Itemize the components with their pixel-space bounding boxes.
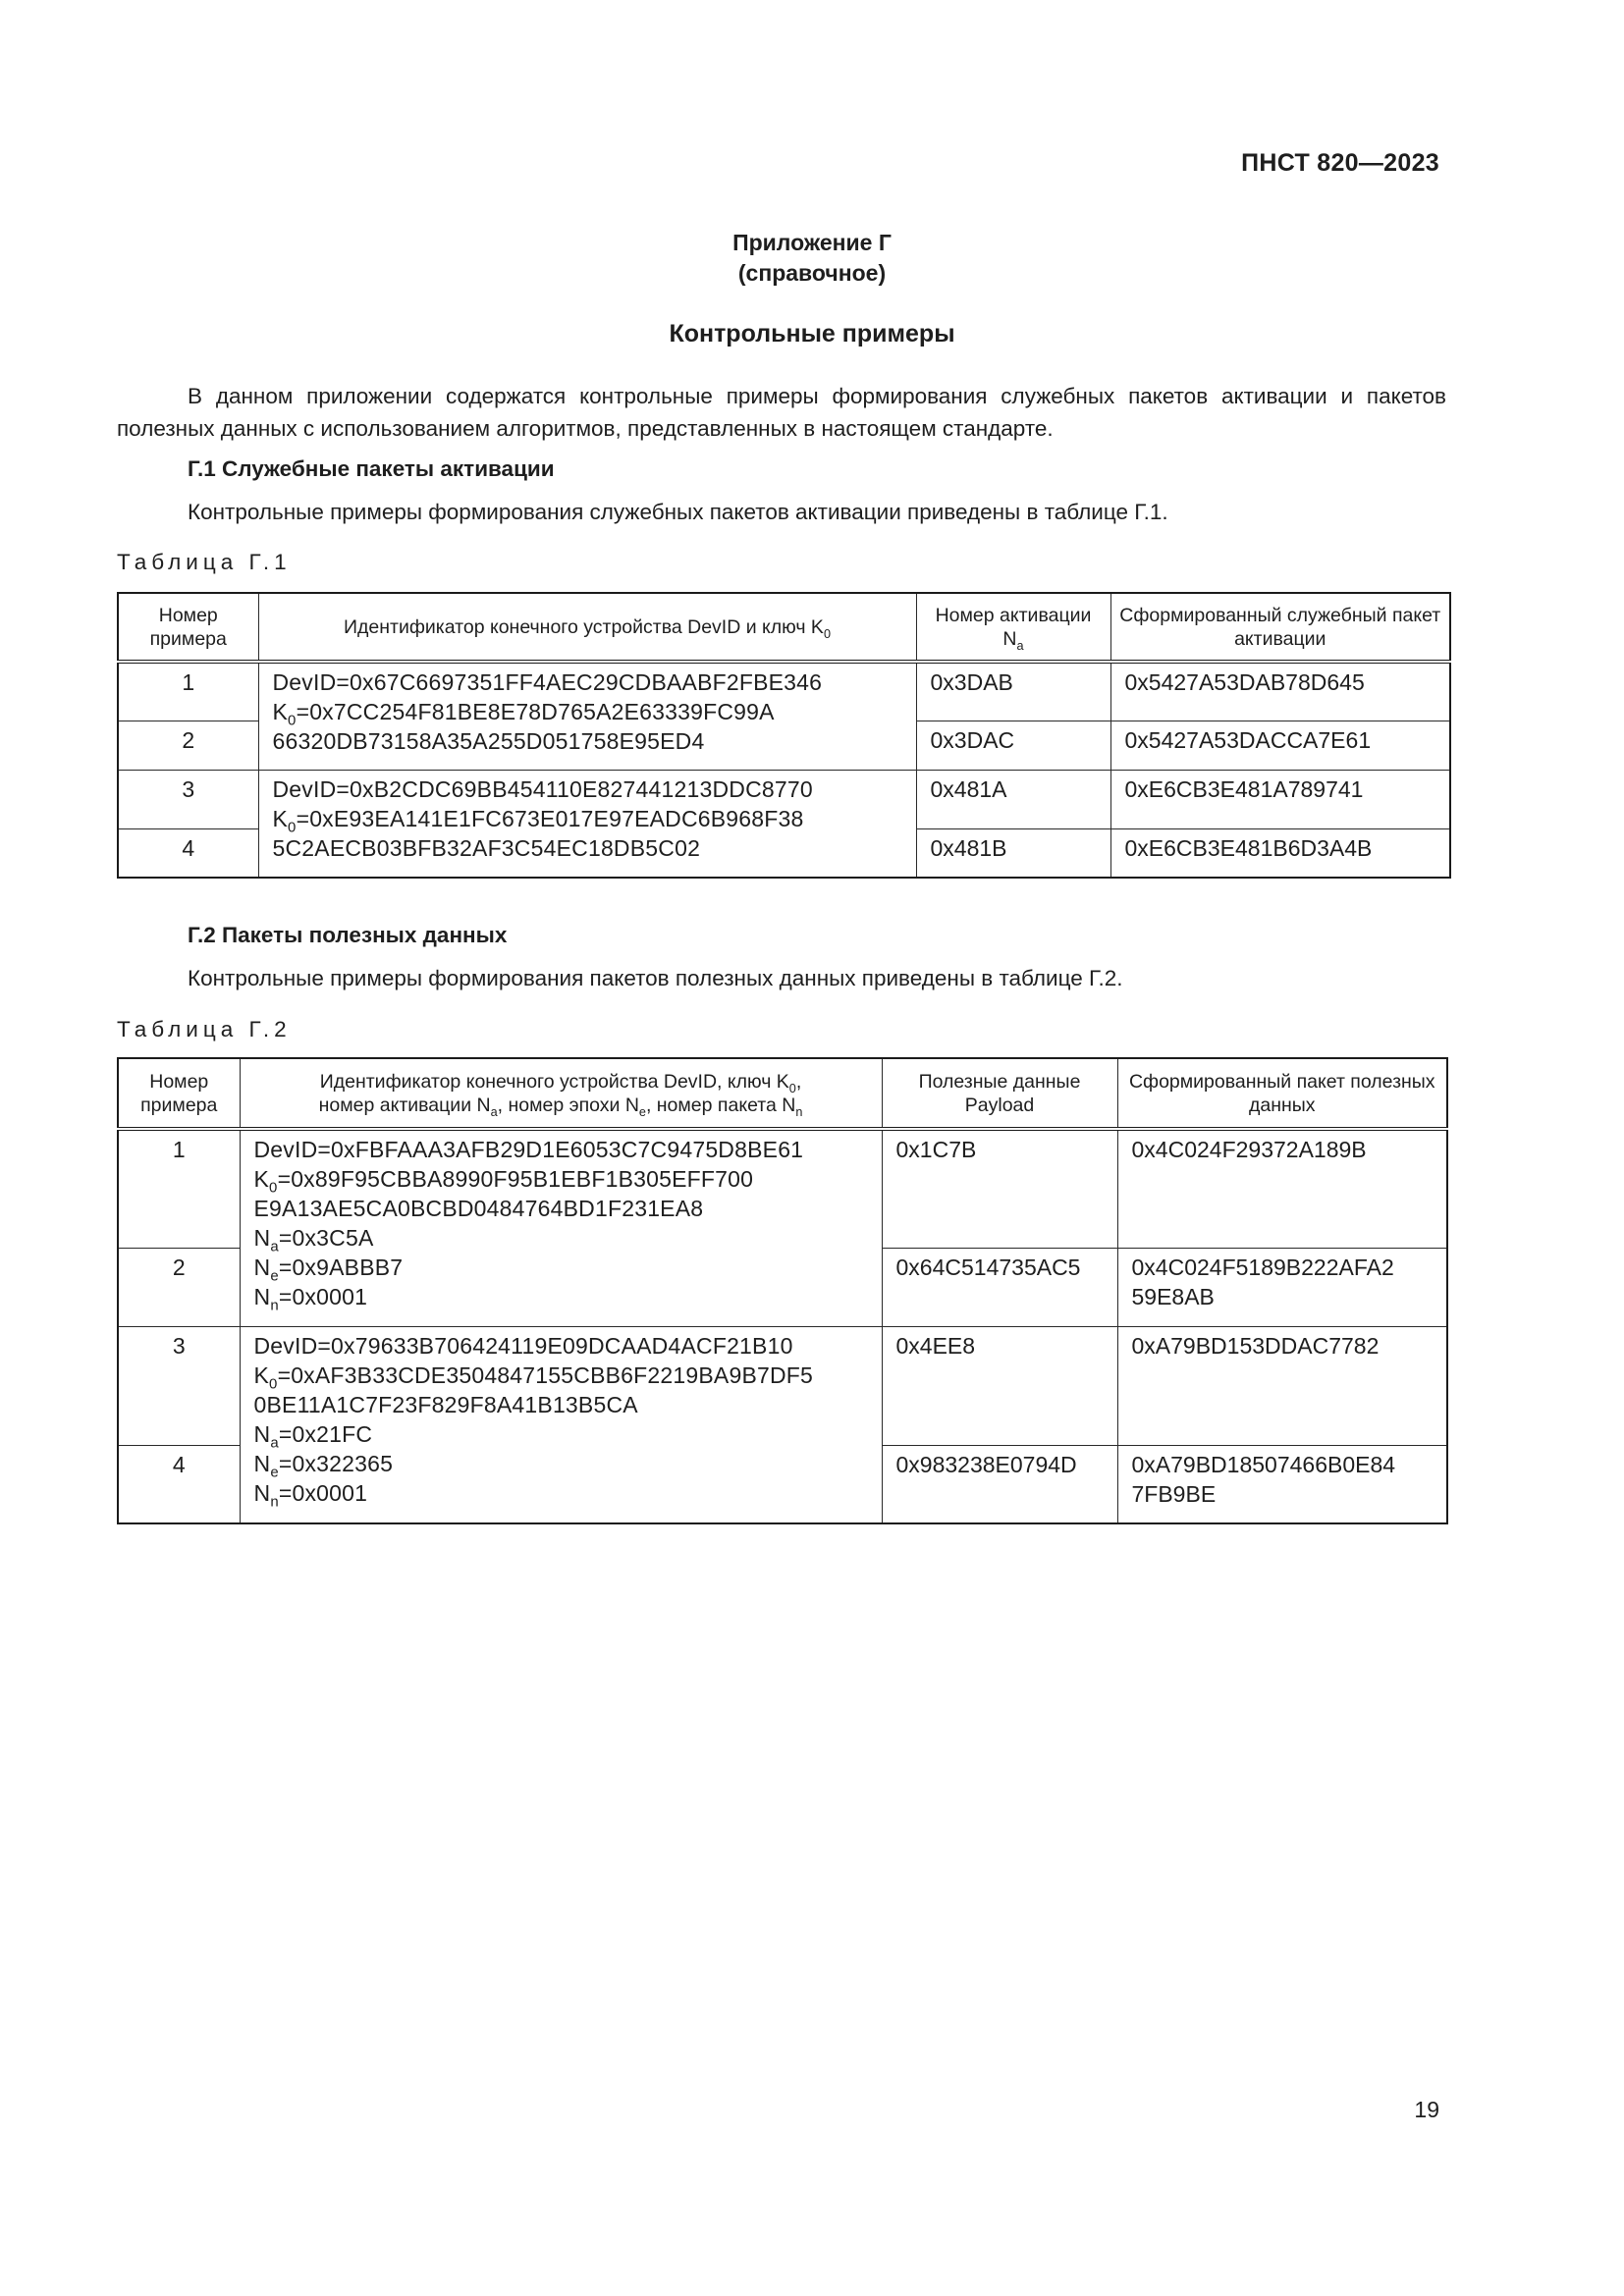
- data-packet: 0xA79BD153DDAC7782: [1117, 1326, 1447, 1445]
- payload-value: 0x983238E0794D: [882, 1445, 1117, 1523]
- section-text-g2: Контрольные примеры формирования пакетов полезных данных приведены в таблице Г.2.: [188, 966, 1123, 990]
- device-params-cell: DevID=0xFBFAAA3AFB29D1E6053C7C9475D8BE61 $K_0=0x89F95CBBA8990F95B1EBF1B305EFF700$ E9A13AE5CA0BCBD0484764BD1F231EA8 $N_a=0x3C5A$ $N_e=0x9ABBB7$ $N_n=0x0001$: [240, 1129, 882, 1326]
- col-header-payload: Полезные данные Payload: [882, 1058, 1117, 1129]
- table-row: [118, 662, 1450, 721]
- row-number: 3: [118, 770, 258, 828]
- intro-paragraph: В данном приложении содержатся контрольные примеры формирования служебных пакетов активации и пакетов полезных данных с использованием алгоритмов, представленных в настоящем стандарте.: [117, 384, 1446, 441]
- table-caption-g2: Таблица Г.2: [117, 1017, 292, 1041]
- data-packet: 0xA79BD18507466B0E84 7FB9BE: [1117, 1445, 1447, 1523]
- section-heading-g1: Г.1 Служебные пакеты активации: [188, 456, 555, 481]
- device-params-cell: DevID=0x79633B706424119E09DCAAD4ACF21B10 $K_0=0xAF3B33CDE3504847155CBB6F2219BA9B7DF5$ 0BE11A1C7F23F829F8A41B13B5CA $N_a=0x21FC$ $N_e=0x322365$ $N_n=0x0001$: [240, 1326, 882, 1523]
- activation-packet: 0xE6CB3E481B6D3A4B: [1110, 828, 1450, 878]
- activation-packet: 0x5427A53DAB78D645: [1110, 662, 1450, 721]
- row-number: 2: [118, 721, 258, 770]
- section-text-g1: Контрольные примеры формирования служебных пакетов активации приведены в таблице Г.1.: [188, 500, 1168, 524]
- activation-number: 0x3DAC: [916, 721, 1110, 770]
- activation-packet: 0x5427A53DACCA7E61: [1110, 721, 1450, 770]
- payload-value: 0x64C514735AC5: [882, 1248, 1117, 1326]
- col-header-devid-key: Идентификатор конечного устройства DevID и ключ $K_0$: [258, 593, 916, 662]
- row-number: 2: [118, 1248, 240, 1326]
- activation-number: 0x3DAB: [916, 662, 1110, 721]
- col-header-data-packet: Сформированный пакет полезных данных: [1117, 1058, 1447, 1129]
- activation-number: 0x481B: [916, 828, 1110, 878]
- appendix-label: Приложение Г: [732, 230, 892, 255]
- table-g1: [117, 592, 1451, 879]
- data-packet: 0x4C024F29372A189B: [1117, 1129, 1447, 1248]
- section-heading-g2: Г.2 Пакеты полезных данных: [188, 923, 508, 947]
- table-g1-header-row: [118, 593, 1450, 662]
- activation-number: 0x481A: [916, 770, 1110, 828]
- row-number: 1: [118, 1129, 240, 1248]
- document-code: ПНСТ 820—2023: [1241, 149, 1439, 177]
- table-row: [118, 1129, 1447, 1248]
- page-number: 19: [1414, 2097, 1439, 2122]
- table-g2-header-row: [118, 1058, 1447, 1129]
- devid-key-cell: DevID=0xB2CDC69BB454110E827441213DDC8770 $K_0=0xE93EA141E1FC673E017E97EADC6B968F38$ 5C2AECB03BFB32AF3C54EC18DB5C02: [258, 770, 916, 878]
- table-row: [118, 770, 1450, 828]
- data-packet: 0x4C024F5189B222AFA2 59E8AB: [1117, 1248, 1447, 1326]
- col-header-number: Номер примера: [118, 593, 258, 662]
- col-header-number: Номер примера: [118, 1058, 240, 1129]
- row-number: 1: [118, 662, 258, 721]
- col-header-activation-packet: Сформированный служебный пакет активации: [1110, 593, 1450, 662]
- col-header-device-params: Идентификатор конечного устройства DevID, ключ $K_0$, номер активации $N_a$, номер эпохи $N_e$, номер пакета $N_n$: [240, 1058, 882, 1129]
- appendix-heading: [0, 228, 1624, 289]
- payload-value: 0x4EE8: [882, 1326, 1117, 1445]
- table-caption-g1: Таблица Г.1: [117, 550, 292, 574]
- row-number: 4: [118, 828, 258, 878]
- row-number: 3: [118, 1326, 240, 1445]
- payload-value: 0x1C7B: [882, 1129, 1117, 1248]
- table-row: [118, 1326, 1447, 1445]
- activation-packet: 0xE6CB3E481A789741: [1110, 770, 1450, 828]
- page-title: Контрольные примеры: [669, 320, 955, 347]
- col-header-activation-number: Номер активации $N_a$: [916, 593, 1110, 662]
- table-g2: [117, 1057, 1448, 1524]
- devid-key-cell: DevID=0x67C6697351FF4AEC29CDBAABF2FBE346 $K_0=0x7CC254F81BE8E78D765A2E63339FC99A$ 66320DB73158A35A255D051758E95ED4: [258, 662, 916, 770]
- row-number: 4: [118, 1445, 240, 1523]
- appendix-type: (справочное): [737, 260, 887, 286]
